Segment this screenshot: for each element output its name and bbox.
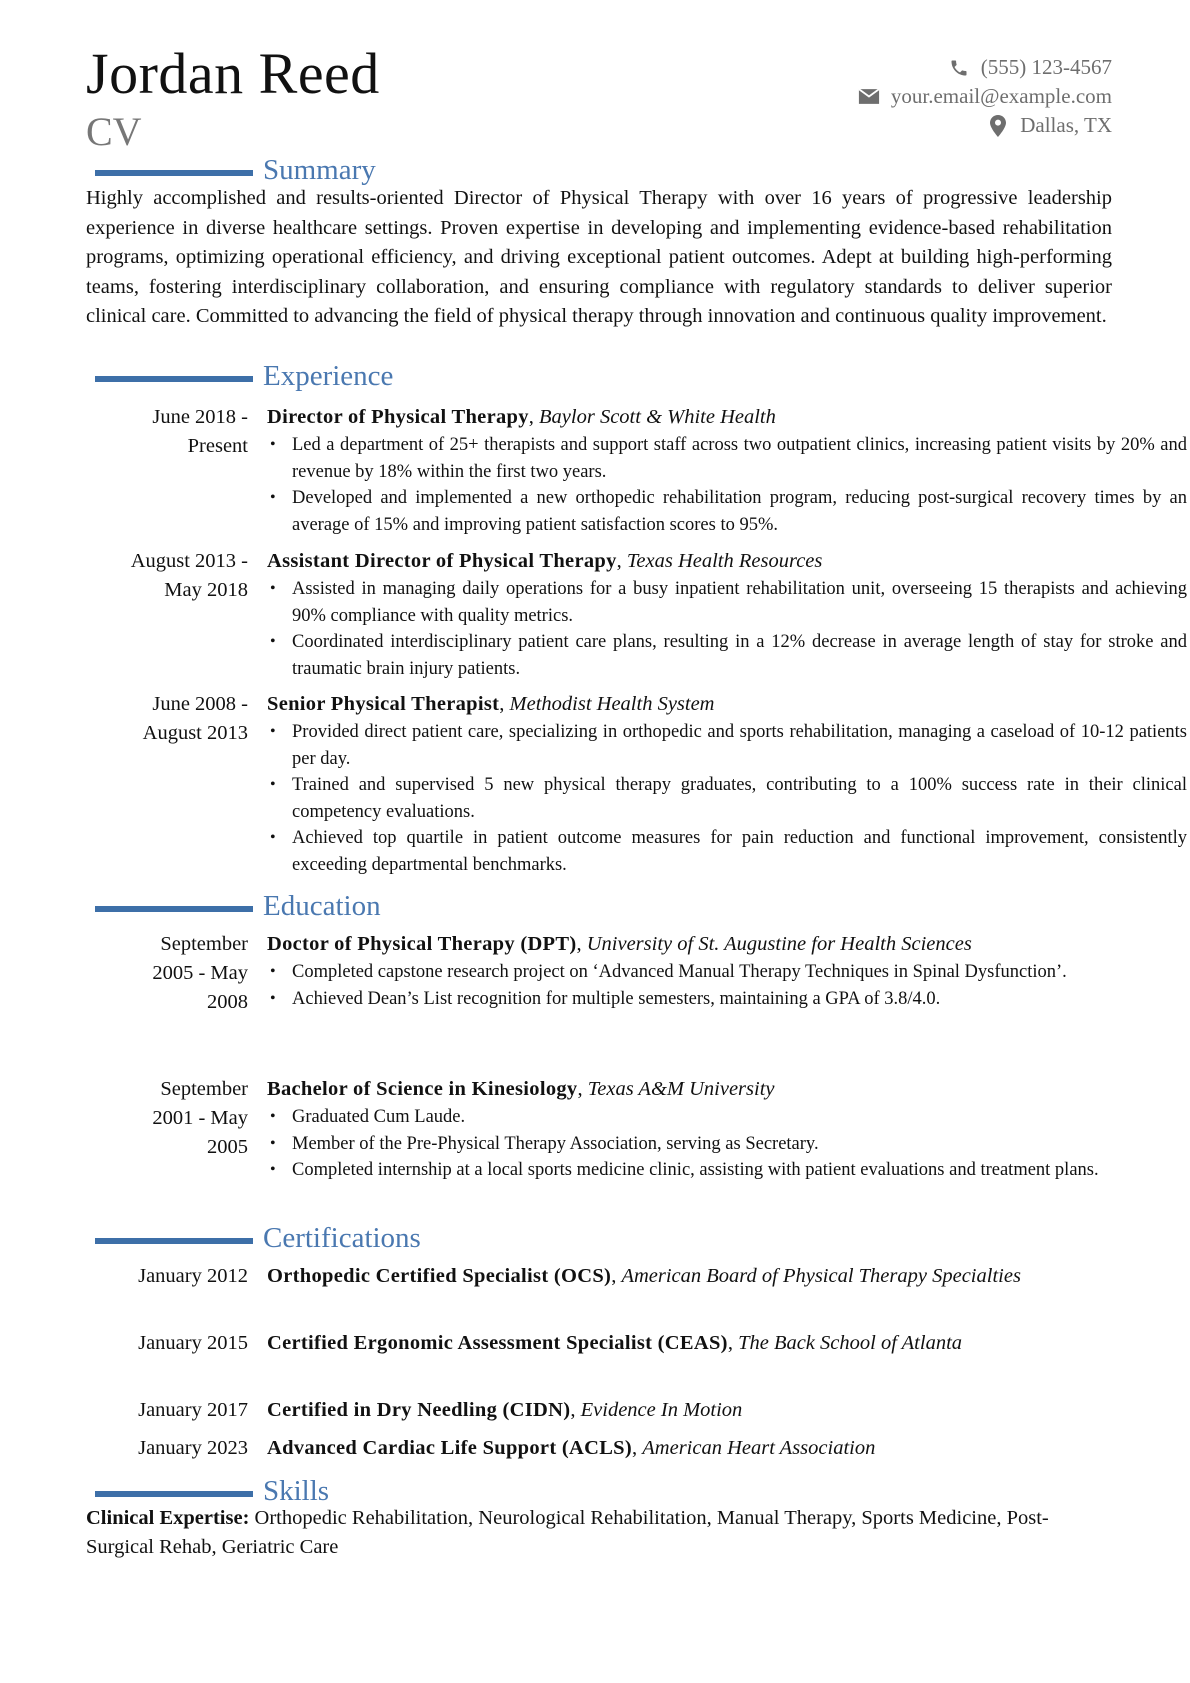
separator: , bbox=[576, 933, 587, 955]
entry-date: January 2015 bbox=[138, 1332, 248, 1354]
entry-date bbox=[86, 930, 248, 1017]
date-line: September bbox=[160, 1078, 248, 1100]
contact-block bbox=[857, 53, 1112, 140]
bullet-item: • Member of the Pre-Physical Therapy Association, serving as Secretary. bbox=[267, 1131, 1187, 1158]
separator: , bbox=[570, 1399, 581, 1421]
entry-headline bbox=[267, 1434, 1187, 1463]
section-header-education bbox=[95, 889, 381, 923]
entry-content bbox=[267, 1329, 1187, 1358]
degree: Bachelor of Science in Kinesiology bbox=[267, 1078, 578, 1100]
job-title: Senior Physical Therapist bbox=[267, 693, 500, 715]
bullet-item: • Provided direct patient care, specializing in orthopedic and sports rehabilitation, managing a caseload of 10-12 patients per day. bbox=[267, 719, 1187, 772]
document-subtitle: CV bbox=[86, 109, 142, 154]
section-header-skills bbox=[95, 1474, 329, 1508]
bullet-list bbox=[267, 432, 1187, 538]
separator: , bbox=[616, 550, 627, 572]
bullet-list bbox=[267, 719, 1187, 878]
school: Texas A&M University bbox=[587, 1078, 775, 1100]
entry-date bbox=[86, 403, 248, 461]
separator: , bbox=[632, 1437, 643, 1459]
section-header-certifications bbox=[95, 1221, 421, 1255]
entry-content bbox=[267, 1262, 1187, 1291]
contact-location bbox=[857, 111, 1112, 140]
employer: Texas Health Resources bbox=[626, 550, 823, 572]
certification-name: Advanced Cardiac Life Support (ACLS) bbox=[267, 1437, 633, 1459]
separator: , bbox=[611, 1265, 622, 1287]
section-accent-bar bbox=[95, 1238, 253, 1244]
entry-headline bbox=[267, 1329, 1187, 1358]
bullet-item: • Completed internship at a local sports medicine clinic, assisting with patient evaluations and treatment plans. bbox=[267, 1157, 1187, 1184]
email-link[interactable]: your.email@example.com bbox=[890, 84, 1112, 108]
bullet-list bbox=[267, 576, 1187, 682]
section-accent-bar bbox=[95, 1491, 253, 1497]
bullet-item: • Achieved top quartile in patient outcome measures for pain reduction and functional improvement, consistently exceeding departmental benchmarks. bbox=[267, 825, 1187, 878]
person-name: Jordan Reed bbox=[86, 41, 380, 106]
bullet-item: • Led a department of 25+ therapists and support staff across two outpatient clinics, increasing patient visits by 20% and revenue by 18% within the first two years. bbox=[267, 432, 1187, 485]
contact-email bbox=[857, 82, 1112, 111]
envelope-icon bbox=[857, 86, 881, 108]
contact-phone bbox=[857, 53, 1112, 82]
bullet-item: • Assisted in managing daily operations for a busy inpatient rehabilitation unit, overseeing 15 therapists and achieving 90% compliance with quality metrics. bbox=[267, 576, 1187, 629]
entry-date bbox=[86, 690, 248, 748]
phone-text[interactable]: (555) 123-4567 bbox=[980, 55, 1112, 79]
date-start: June 2018 - bbox=[152, 406, 248, 428]
date-line: September bbox=[160, 933, 248, 955]
date-line: 2001 - May bbox=[152, 1107, 248, 1129]
entry-date: January 2023 bbox=[138, 1437, 248, 1459]
section-title: Education bbox=[263, 890, 381, 922]
issuer: The Back School of Atlanta bbox=[738, 1332, 963, 1354]
entry-headline bbox=[267, 690, 1187, 719]
section-header-summary bbox=[95, 153, 376, 187]
skills-label: Clinical Expertise: bbox=[86, 1507, 250, 1529]
employer: Baylor Scott & White Health bbox=[539, 406, 776, 428]
entry-headline bbox=[267, 1262, 1187, 1291]
certification-name: Orthopedic Certified Specialist (OCS) bbox=[267, 1265, 612, 1287]
section-accent-bar bbox=[95, 906, 253, 912]
location-text: Dallas, TX bbox=[1020, 113, 1112, 137]
date-line: 2008 bbox=[207, 991, 248, 1013]
bullet-item: • Graduated Cum Laude. bbox=[267, 1104, 1187, 1131]
bullet-list bbox=[267, 959, 1187, 1012]
separator: , bbox=[528, 406, 540, 428]
bullet-item: • Developed and implemented a new orthopedic rehabilitation program, reducing post-surgical recovery times by an average of 15% and improving patient satisfaction scores to 95%. bbox=[267, 485, 1187, 538]
date-end: May 2018 bbox=[164, 579, 248, 601]
job-title: Assistant Director of Physical Therapy bbox=[267, 550, 617, 572]
entry-headline bbox=[267, 547, 1187, 576]
issuer: American Heart Association bbox=[642, 1437, 876, 1459]
section-accent-bar bbox=[95, 170, 253, 176]
date-start: August 2013 - bbox=[130, 550, 248, 572]
entry-date bbox=[86, 1075, 248, 1162]
entry-date bbox=[86, 547, 248, 605]
date-end: August 2013 bbox=[142, 722, 248, 744]
certification-name: Certified Ergonomic Assessment Specialist (CEAS) bbox=[267, 1332, 728, 1354]
section-title: Skills bbox=[263, 1475, 330, 1507]
certification-name: Certified in Dry Needling (CIDN) bbox=[267, 1399, 571, 1421]
entry-date: January 2012 bbox=[138, 1265, 248, 1287]
degree: Doctor of Physical Therapy (DPT) bbox=[267, 933, 577, 955]
employer: Methodist Health System bbox=[509, 693, 715, 715]
entry-content bbox=[267, 930, 1187, 1012]
summary-text: Highly accomplished and results-oriented Director of Physical Therapy with over 16 years of progressive leadership experience in diverse healthcare settings. Proven expertise in developing and implementing evidence-based rehabilitation programs, optimizing operational efficiency, and driving exceptional patient outcomes. Adept at building high-performing teams, fostering interdisciplinary collaboration, and ensuring compliance with regulatory standards to deliver superior clinical care. Committed to advancing the field of physical therapy through innovation and continuous quality improvement. bbox=[86, 187, 1112, 327]
entry-content bbox=[267, 1434, 1187, 1463]
section-header-experience bbox=[95, 359, 393, 393]
entry-content bbox=[267, 1075, 1187, 1184]
section-accent-bar bbox=[95, 376, 253, 382]
bullet-item: • Completed capstone research project on ‘Advanced Manual Therapy Techniques in Spinal Dysfunction’. bbox=[267, 959, 1187, 986]
entry-content bbox=[267, 547, 1187, 682]
entry-headline bbox=[267, 403, 1187, 432]
separator: , bbox=[727, 1332, 739, 1354]
date-line: 2005 - May bbox=[152, 962, 248, 984]
section-title: Summary bbox=[263, 154, 376, 186]
date-start: June 2008 - bbox=[152, 693, 248, 715]
entry-content bbox=[267, 690, 1187, 878]
section-title: Certifications bbox=[263, 1222, 421, 1254]
entry-date: January 2017 bbox=[138, 1399, 248, 1421]
separator: , bbox=[577, 1078, 588, 1100]
date-line: 2005 bbox=[207, 1136, 248, 1158]
phone-icon bbox=[947, 57, 971, 79]
school: University of St. Augustine for Health Sciences bbox=[586, 933, 972, 955]
section-title: Experience bbox=[263, 360, 394, 392]
map-marker-icon bbox=[986, 115, 1010, 137]
skills-value: Orthopedic Rehabilitation, Neurological Rehabilitation, Manual Therapy, Sports Medicine, Post-Surgical Rehab, Geriatric Care bbox=[86, 1507, 1049, 1558]
date-end: Present bbox=[187, 435, 248, 457]
bullet-item: • Coordinated interdisciplinary patient care plans, resulting in a 12% decrease in average length of stay for stroke and traumatic brain injury patients. bbox=[267, 629, 1187, 682]
entry-content bbox=[267, 403, 1187, 538]
entry-headline bbox=[267, 930, 1187, 959]
entry-headline bbox=[267, 1396, 1187, 1425]
skills-line bbox=[86, 1504, 1116, 1562]
entry-headline bbox=[267, 1075, 1187, 1104]
bullet-list bbox=[267, 1104, 1187, 1184]
bullet-item: • Trained and supervised 5 new physical therapy graduates, contributing to a 100% success rate in their clinical competency evaluations. bbox=[267, 772, 1187, 825]
issuer: Evidence In Motion bbox=[580, 1399, 743, 1421]
job-title: Director of Physical Therapy bbox=[267, 406, 529, 428]
bullet-item: • Achieved Dean’s List recognition for multiple semesters, maintaining a GPA of 3.8/4.0. bbox=[267, 986, 1187, 1013]
issuer: American Board of Physical Therapy Specialties bbox=[621, 1265, 1021, 1287]
separator: , bbox=[499, 693, 510, 715]
entry-content bbox=[267, 1396, 1187, 1425]
